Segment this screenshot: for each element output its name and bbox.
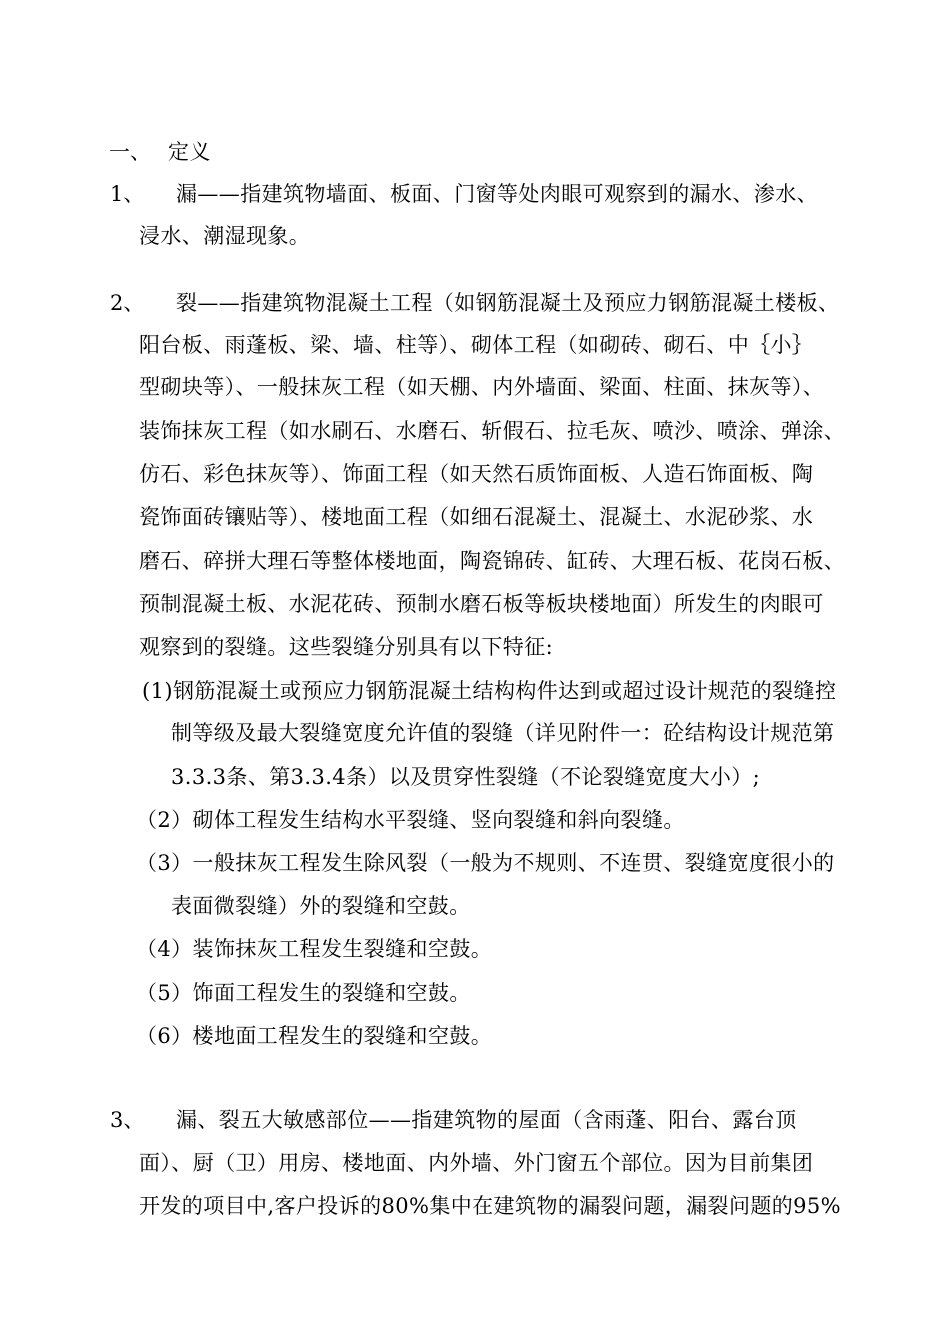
item-3-number: 3、 xyxy=(110,1108,145,1132)
item-2-line: 裂——指建筑物混凝土工程（如钢筋混凝土及预应力钢筋混凝土楼板、 xyxy=(176,291,840,315)
item-3-line: 开发的项目中,客户投诉的80%集中在建筑物的漏裂问题，漏裂问题的95% xyxy=(139,1194,842,1218)
sub-item-1-line: 制等级及最大裂缝宽度允许值的裂缝（详见附件一：砼结构设计规范第 xyxy=(171,721,835,745)
item-2-line: 阳台板、雨蓬板、梁、墙、柱等）、砌体工程（如砌砖、砌石、中｛小｝ xyxy=(139,333,814,357)
item-1-line: 浸水、潮湿现象。 xyxy=(139,224,311,248)
item-2-line: 装饰抹灰工程（如水刷石、水磨石、斩假石、拉毛灰、喷沙、喷涂、弹涂、 xyxy=(139,419,846,443)
item-2-line: 预制混凝土板、水泥花砖、预制水磨石板等板块楼地面）所发生的肉眼可 xyxy=(139,592,824,616)
section-number: 一、 xyxy=(109,140,151,164)
item-1-number: 1、 xyxy=(110,182,145,206)
sub-item-6-line: （6）楼地面工程发生的裂缝和空鼓。 xyxy=(136,1024,493,1048)
item-2-line: 磨石、碎拼大理石等整体楼地面，陶瓷锦砖、缸砖、大理石板、花岗石板、 xyxy=(139,549,846,573)
item-2-line: 观察到的裂缝。这些裂缝分别具有以下特征: xyxy=(139,635,554,659)
item-2-line: 型砌块等）、一般抹灰工程（如天棚、内外墙面、梁面、柱面、抹灰等）、 xyxy=(139,375,825,399)
sub-item-2-line: （2）砌体工程发生结构水平裂缝、竖向裂缝和斜向裂缝。 xyxy=(136,808,685,832)
sub-item-1-line: (1)钢筋混凝土或预应力钢筋混凝土结构构件达到或超过设计规范的裂缝控 xyxy=(142,679,837,703)
item-1-line: 漏——指建筑物墙面、板面、门窗等处肉眼可观察到的漏水、渗水、 xyxy=(176,182,818,206)
item-3-line: 漏、裂五大敏感部位——指建筑物的屋面（含雨蓬、阳台、露台顶 xyxy=(176,1108,797,1132)
sub-item-5-line: （5）饰面工程发生的裂缝和空鼓。 xyxy=(136,981,471,1005)
sub-item-1-line: 3.3.3条、第3.3.4条）以及贯穿性裂缝（不论裂缝宽度大小）; xyxy=(171,765,761,789)
item-3-line: 面）、厨（卫）用房、楼地面、内外墙、外门窗五个部位。因为目前集团 xyxy=(139,1151,814,1175)
item-2-line: 仿石、彩色抹灰等）、饰面工程（如天然石质饰面板、人造石饰面板、陶 xyxy=(139,462,814,486)
section-title: 定义 xyxy=(168,140,211,164)
sub-item-4-line: （4）装饰抹灰工程发生裂缝和空鼓。 xyxy=(136,937,493,961)
item-2-number: 2、 xyxy=(110,291,145,315)
sub-item-3-line: （3）一般抹灰工程发生除风裂（一般为不规则、不连贯、裂缝宽度很小的 xyxy=(136,851,835,875)
sub-item-3-line: 表面微裂缝）外的裂缝和空鼓。 xyxy=(171,894,471,918)
item-2-line: 瓷饰面砖镶贴等）、楼地面工程（如细石混凝土、混凝土、水泥砂浆、水 xyxy=(139,505,814,529)
